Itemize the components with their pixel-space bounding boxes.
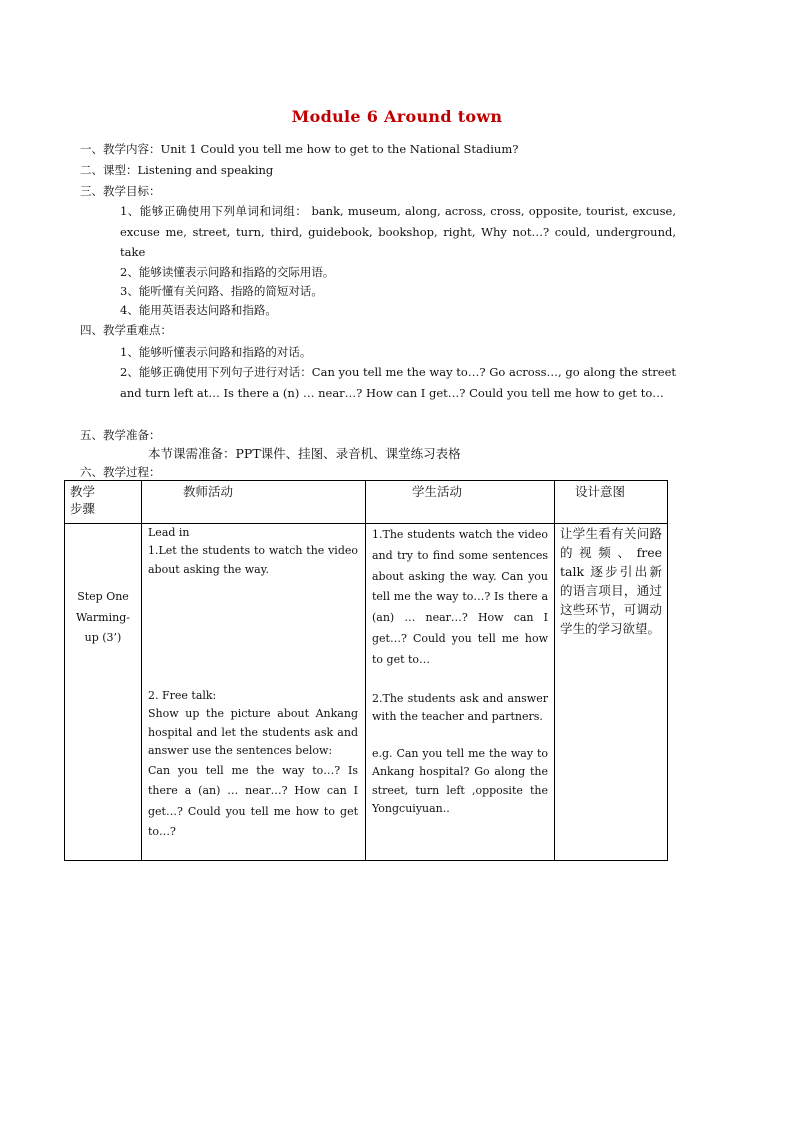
section-type-line (80, 162, 273, 178)
section-4-label: 四、 (80, 323, 103, 337)
section-3-text: 教学目标： (103, 184, 161, 198)
teacher-activity-free-talk (148, 687, 358, 843)
teacher-free-talk-title: 2. Free talk: (148, 689, 217, 702)
section-process-line (80, 464, 161, 480)
section-5-label: 五、 (80, 428, 103, 442)
teacher-activity-lead-in (148, 524, 358, 579)
section-2-text: 课型：Listening and speaking (103, 163, 274, 177)
keypoint-1: 1、能够听懂表示问路和指路的对话。 (120, 345, 312, 359)
student-activity-example: e.g. Can you tell me the way to Ankang hospital? Go along the street, turn left ,opposite the Yongcuiyuan.. (372, 747, 548, 816)
teacher-lead-in-text: 1.Let the students to watch the video about asking the way. (148, 544, 358, 576)
step-label: Step One Warming-up (3’) (76, 590, 130, 644)
section-4-text: 教学重难点： (103, 323, 172, 337)
section-1-text: 教学内容：Unit 1 Could you tell me how to get to the National Stadium? (103, 142, 519, 156)
section-3-label: 三、 (80, 184, 103, 198)
section-6-text: 教学过程： (103, 465, 161, 479)
header-step: 教学步骤 (70, 484, 96, 516)
section-2-label: 二、 (80, 163, 103, 177)
body-cell-step (64, 523, 142, 861)
section-6-label: 六、 (80, 465, 103, 479)
section-prep-line (80, 427, 161, 443)
teacher-free-talk-sentences: Can you tell me the way to…? Is there a (an) … near…? How can I get…? Could you tell me how to get to…? (148, 763, 358, 839)
objective-1: 1、能够正确使用下列单词和词组： bank, museum, along, across, cross, opposite, tourist, excuse, excuse me, street, turn, third, guidebook, bookshop, right, Why not…? could, underground, take (120, 204, 676, 259)
teacher-lead-in-title: Lead in (148, 526, 190, 539)
header-intent: 设计意图 (575, 484, 626, 499)
objective-4: 4、能用英语表达问路和指路。 (120, 303, 277, 317)
section-5-text: 教学准备： (103, 428, 161, 442)
section-content-line (80, 141, 518, 157)
teacher-free-talk-text: Show up the picture about Ankang hospital and let the students ask and answer use the sentences below: (148, 707, 358, 758)
design-intent-text: 让学生看有关问路的视频、free talk 逐步引出新的语言项目，通过这些环节，可调动学生的学习欲望。 (560, 526, 662, 636)
prep-text: 本节课需准备：PPT课件、挂图、录音机、课堂练习表格 (148, 446, 461, 461)
section-1-label: 一、 (80, 142, 103, 156)
section-keypoints-line (80, 322, 172, 338)
keypoint-2: 2、能够正确使用下列句子进行对话：Can you tell me the way to…? Go across…, go along the street and turn left at… Is there a (n) … near…? How can I get…? Could you tell me how to get to… (120, 365, 676, 400)
student-activity-ask: 2.The students ask and answer with the teacher and partners. (372, 692, 548, 724)
student-activity-watch: 1.The students watch the video and try to find some sentences about asking the way. Can you tell me the way to…? Is there a (an) … near…? How can I get…? Could you tell me how to get to… (372, 528, 548, 666)
document-title: Module 6 Around town (291, 107, 503, 126)
header-student: 学生活动 (412, 484, 463, 499)
objective-2: 2、能够读懂表示问路和指路的交际用语。 (120, 265, 335, 279)
objective-3: 3、能听懂有关问路、指路的简短对话。 (120, 284, 323, 298)
section-objectives-line (80, 183, 161, 199)
header-cell-teacher (141, 480, 366, 524)
header-teacher: 教师活动 (183, 484, 234, 499)
process-table (64, 480, 668, 861)
